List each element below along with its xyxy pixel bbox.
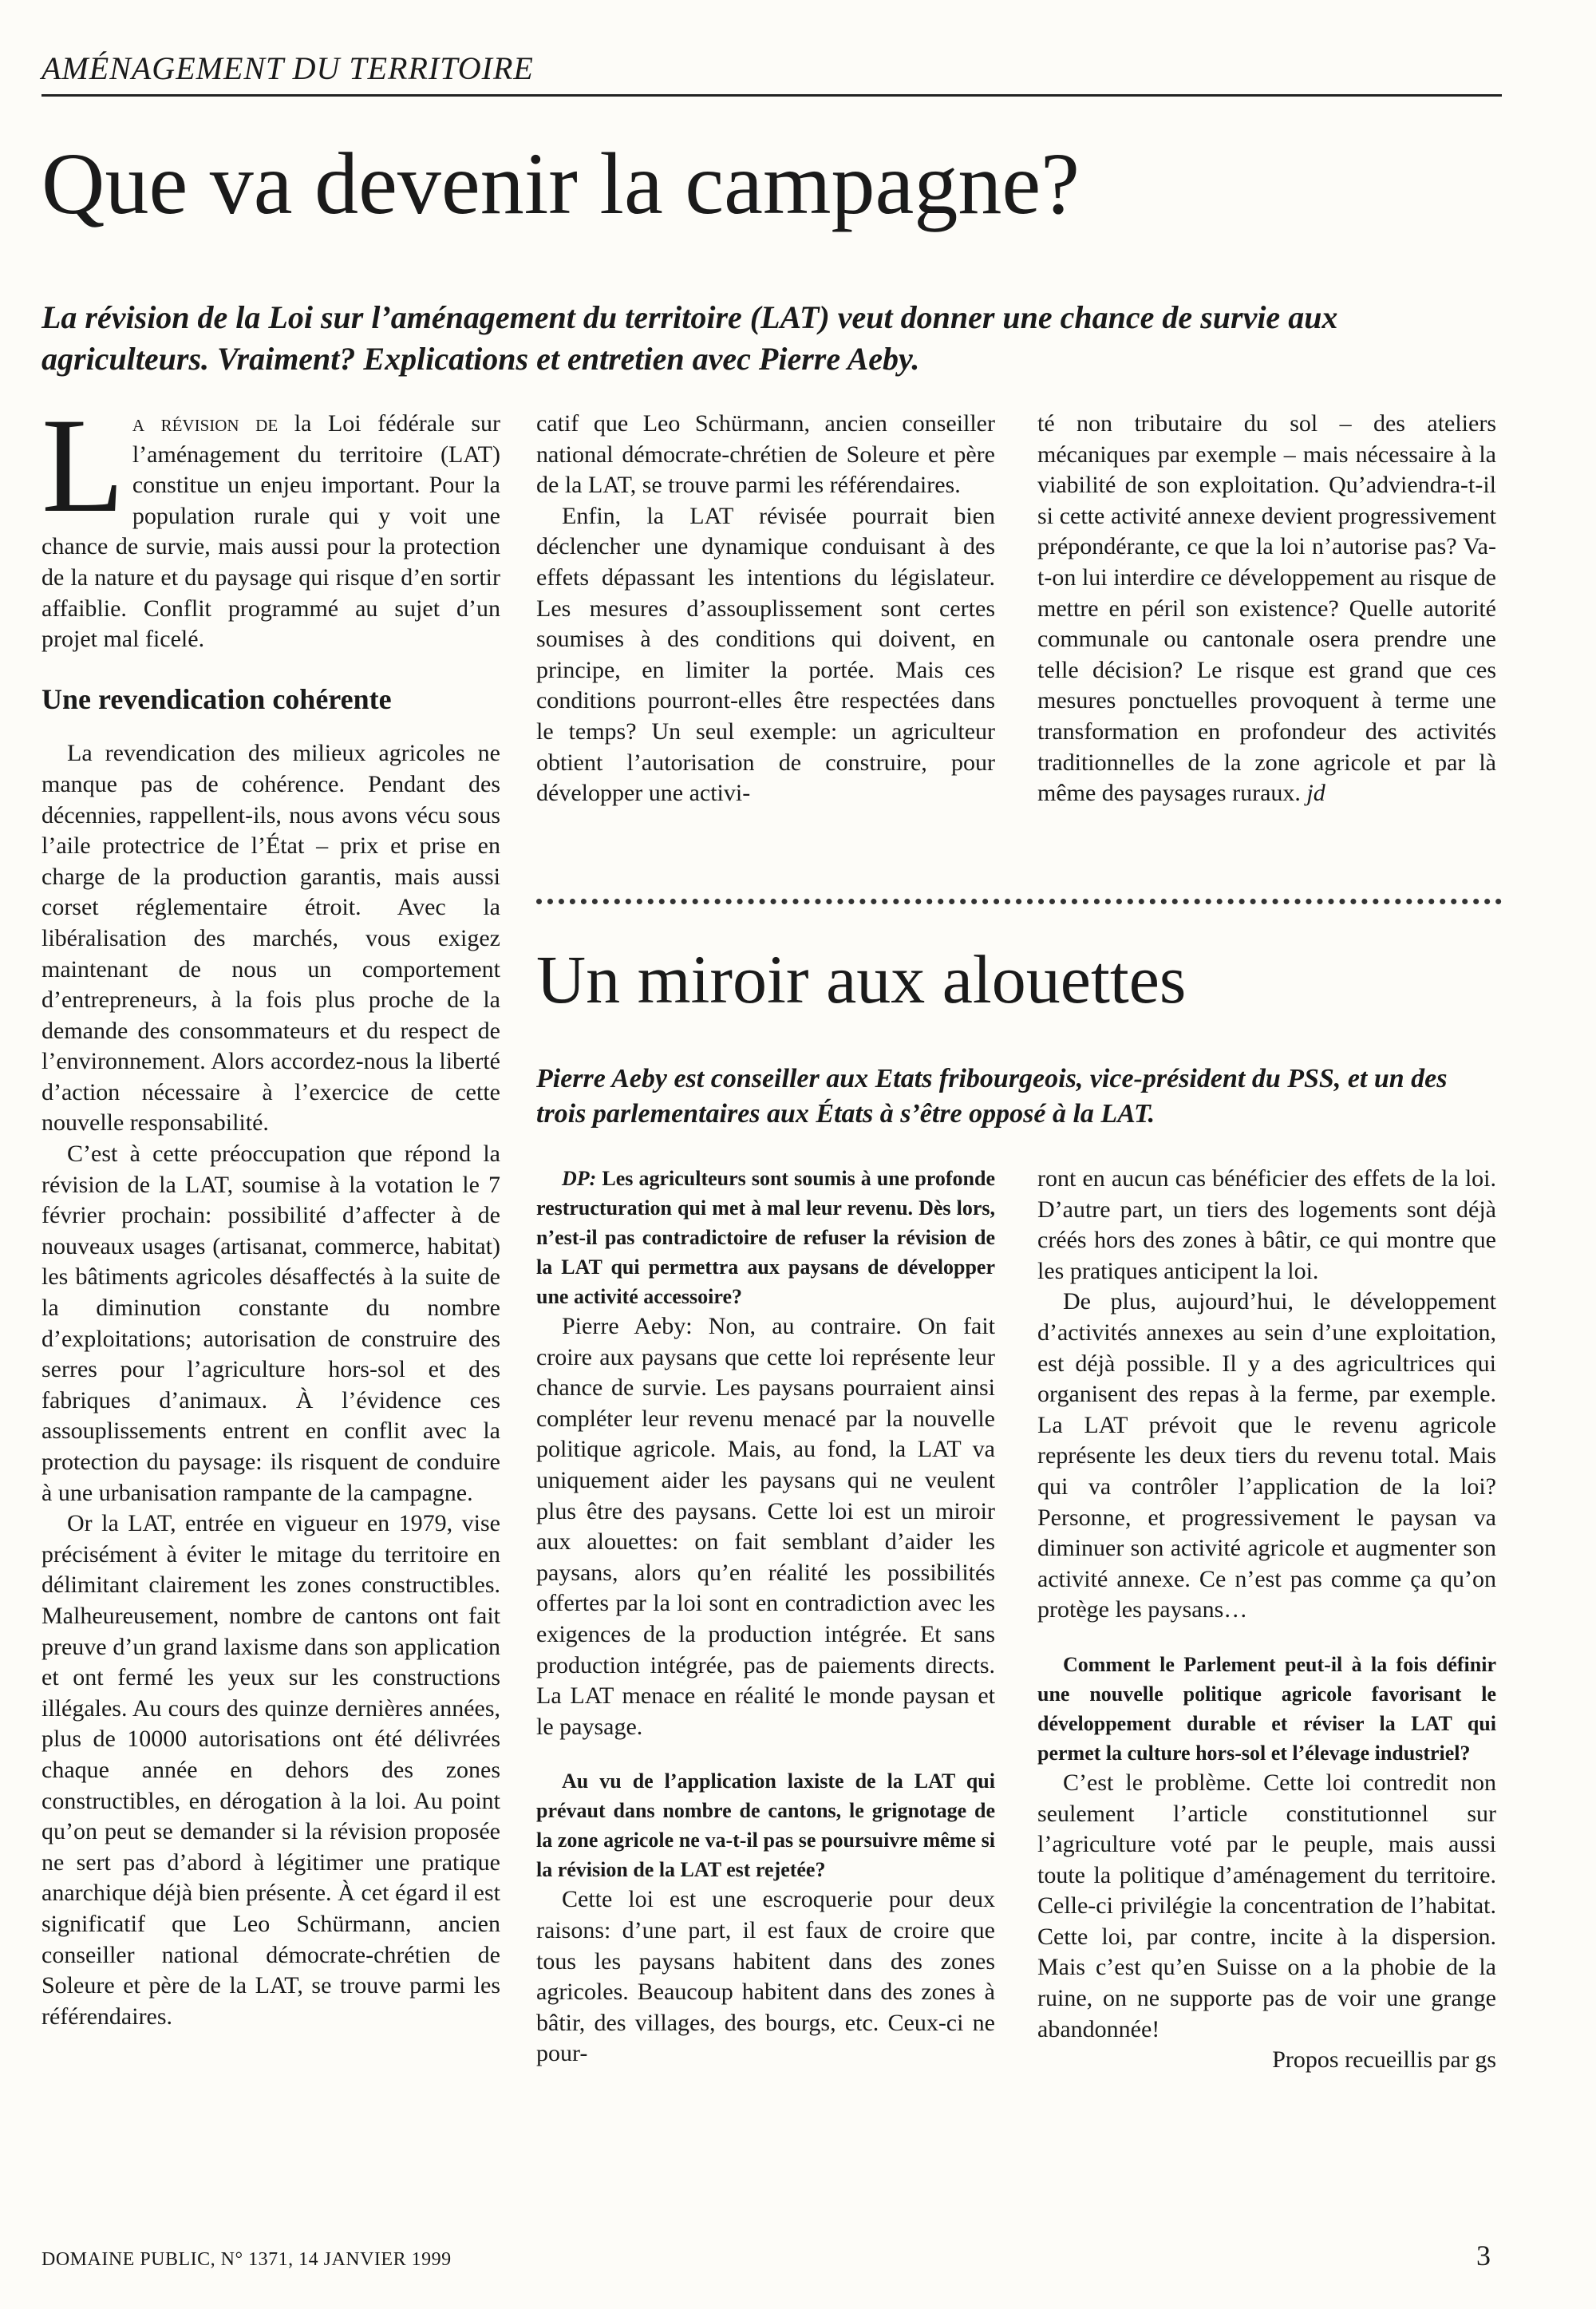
interview-answer: De plus, aujourd’hui, le développement d’activités annexes au sein d’une exploitation, est déjà possible. Il y a des agricultrices qui organisent des repas à la ferme, par exemple. La LAT prévoit que le revenu agricole représente les deux tiers du revenu total. Mais qui va contrôler l’application de la loi? Personne, et progressivement le paysan va diminuer son activité agricole et augmenter son activité annexe. Ce n’est pas comme ça qu’on protège les paysans…: [1037, 1288, 1496, 1623]
article-title: Que va devenir la campagne?: [41, 135, 1080, 232]
subheading: Une revendication cohérente: [41, 682, 392, 715]
signature: jd: [1306, 780, 1325, 807]
interview-column-1: [536, 1164, 995, 2193]
interview-question: DP: Les agriculteurs sont soumis à une profonde restructuration qui met à mal leur revenu. Dès lors, n’est-il pas contradictoire de refuser la révision de la LAT qui permettra aux paysans de développer une activité accessoire?: [536, 1167, 995, 1308]
interview-answer: Cette loi est une escroquerie pour deux raisons: d’une part, il est faux de croire que tous les paysans habitent dans des zones agricoles. Beaucoup habitent dans des zones à bâtir, des villages, des bourgs, etc. Ceux-ci ne pour-: [536, 1886, 995, 2067]
interview-answer: C’est le problème. Cette loi contredit non seulement l’article constitutionnel sur l’agriculture voté par le peuple, mais aussi toute la politique d’aménagement du territoire. Celle-ci privilégie la concentration de l’habitat. Cette loi, par contre, incite à la dispersion. Mais c’est qu’en Suisse on a la phobie de la ruine, on ne supporte pas de voir une grange abandonnée!: [1037, 1769, 1496, 2042]
interview-column-2: [1037, 1164, 1496, 2201]
interview-question: Au vu de l’application laxiste de la LAT qui prévaut dans nombre de cantons, le grignotage de la zone agricole ne va-t-il pas se poursuivre même si la révision de la LAT est rejetée?: [536, 1769, 995, 1882]
paragraph: La revendication des milieux agricoles ne manque pas de cohérence. Pendant des décennies, rappellent-ils, nous avons vécu sous l’aile protectrice de l’État – prix et prise en charge de la production garantis, mais aussi corset réglementaire étroit. Avec la libéralisation des marchés, vous exigez maintenant de nous un comportement d’entrepreneurs, à la fois plus proche de la demande des consommateurs et du respect de l’environnement. Alors accordez-nous la liberté d’action nécessaire à l’exercice de cette nouvelle responsabilité.: [41, 740, 500, 1137]
paragraph-continued: catif que Leo Schürmann, ancien conseiller national démocrate-chrétien de Soleure et père de la LAT, se trouve parmi les référendaires.: [536, 410, 995, 499]
interview-answer: Pierre Aeby: Non, au contraire. On fait croire aux paysans que cette loi représente leur chance de survie. Les paysans pourraient ainsi compléter leur revenu menacé par la nouvelle politique agricole. Mais, au fond, la LAT va uniquement aider les paysans qui ne veulent plus être des paysans. Cette loi est un miroir aux alouettes: on fait semblant d’aider les paysans, alors qu’en réalité les possibilités offertes par la loi sont en contradiction avec les exigences de la production intégrée. Et sans production intégrée, pas de paiements directs. La LAT menace en réalité le monde paysan et le paysage.: [536, 1313, 995, 1740]
paragraph-continued: té non tributaire du sol – des ateliers mécaniques par exemple – mais nécessaire à la viabilité de son exploitation. Qu’adviendra-t-il si cette activité annexe devient progressivement prépondérante, ce que la loi n’autorise pas? Va-t-on lui interdire ce développement au risque de mettre en péril son existence? Quelle autorité communale ou cantonale osera prendre une telle décision? Le risque est grand que ces mesures ponctuelles provoquent à terme une transformation en profondeur des activités traditionnelles de la zone agricole et par là même des paysages ruraux. jd: [1037, 410, 1496, 807]
paragraph: C’est à cette préoccupation que répond la révision de la LAT, soumise à la votation le 7 février prochain: possibilité d’affecter à de nouveaux usages (artisanat, commerce, habitat) les bâtiments agricoles désaffectés à la suite de la diminution constante du nombre d’exploitations; autorisation de construire des serres pour l’agriculture hors-sol et des fabriques d’animaux. À l’évidence ces assouplissements entrent en conflit avec la protection du paysage: ils risquent de conduire à une urbanisation rampante de la campagne.: [41, 1141, 500, 1506]
intro-paragraph: La révision de la Loi fédérale sur l’aménagement du territoire (LAT) constitue un enjeu important. Pour la population rurale qui y voit une chance de survie, mais aussi pour la protection de la nature et du paysage qui risque d’en sortir affaiblie. Conflit programmé au sujet d’un projet mal ficelé.: [41, 390, 501, 653]
interview-answer-continued: ront en aucun cas bénéficier des effets de la loi. D’autre part, un tiers des logements sont déjà créés hors des zones à bâtir, ce qui montre que les pratiques anticipent la loi.: [1037, 1165, 1496, 1284]
paragraph: Enfin, la LAT révisée pourrait bien déclencher une dynamique conduisant à des effets dépassant les intentions du législateur. Les mesures d’assouplissement sont certes soumises à des conditions qui doivent, en principe, en limiter la portée. Mais ces conditions pourront-elles être respectées dans le temps? Un seul exemple: un agriculteur obtient l’autorisation de construire, pour développer une activi-: [536, 502, 995, 807]
article1-column-1: [41, 390, 501, 2030]
article1-column-2: [536, 409, 995, 876]
interview-lede: Pierre Aeby est conseiller aux Etats fribourgeois, vice-président du PSS, et un des trois parlementaires aux États à s’être opposé à la LAT.: [536, 1064, 1448, 1129]
interview-credit: Propos recueillis par gs: [1272, 2046, 1496, 2074]
header-rule: [41, 94, 1502, 97]
drop-cap: L: [41, 390, 124, 540]
issue-footer: DOMAINE PUBLIC, N° 1371, 14 JANVIER 1999: [41, 2249, 452, 2270]
interview-question: Comment le Parlement peut-il à la fois définir une nouvelle politique agricole favorisant le développement durable et réviser la LAT qui permet la culture hors-sol et l’élevage industriel?: [1037, 1652, 1496, 1765]
paragraph: Or la LAT, entrée en vigueur en 1979, vise précisément à éviter le mitage du territoire en délimitant clairement les zones constructibles. Malheureusement, nombre de cantons ont fait preuve d’un grand laxisme dans son application et ont fermé les yeux sur les constructions illégales. Au cours des quinze dernières années, plus de 10000 autorisations ont été délivrées chaque année en dehors des zones constructibles, en dérogation à la loi. Au point qu’on peut se demander si la révision proposée ne sert pas d’abord à légitimer une pratique anarchique déjà bien présente. À cet égard il est significatif que Leo Schürmann, ancien conseiller national démocrate-chrétien de Soleure et père de la LAT, se trouve parmi les référendaires.: [41, 1510, 500, 2030]
dotted-separator: [536, 899, 1502, 904]
page-number: 3: [1476, 2240, 1491, 2271]
interview-title: Un miroir aux alouettes: [536, 941, 1187, 1018]
article1-column-3: [1037, 409, 1496, 880]
section-rubric: AMÉNAGEMENT DU TERRITOIRE: [41, 50, 534, 86]
article-lede: La révision de la Loi sur l’aménagement du territoire (LAT) veut donner une chance de survie aux agriculteurs. Vraiment? Explications et entretien avec Pierre Aeby.: [41, 299, 1338, 377]
